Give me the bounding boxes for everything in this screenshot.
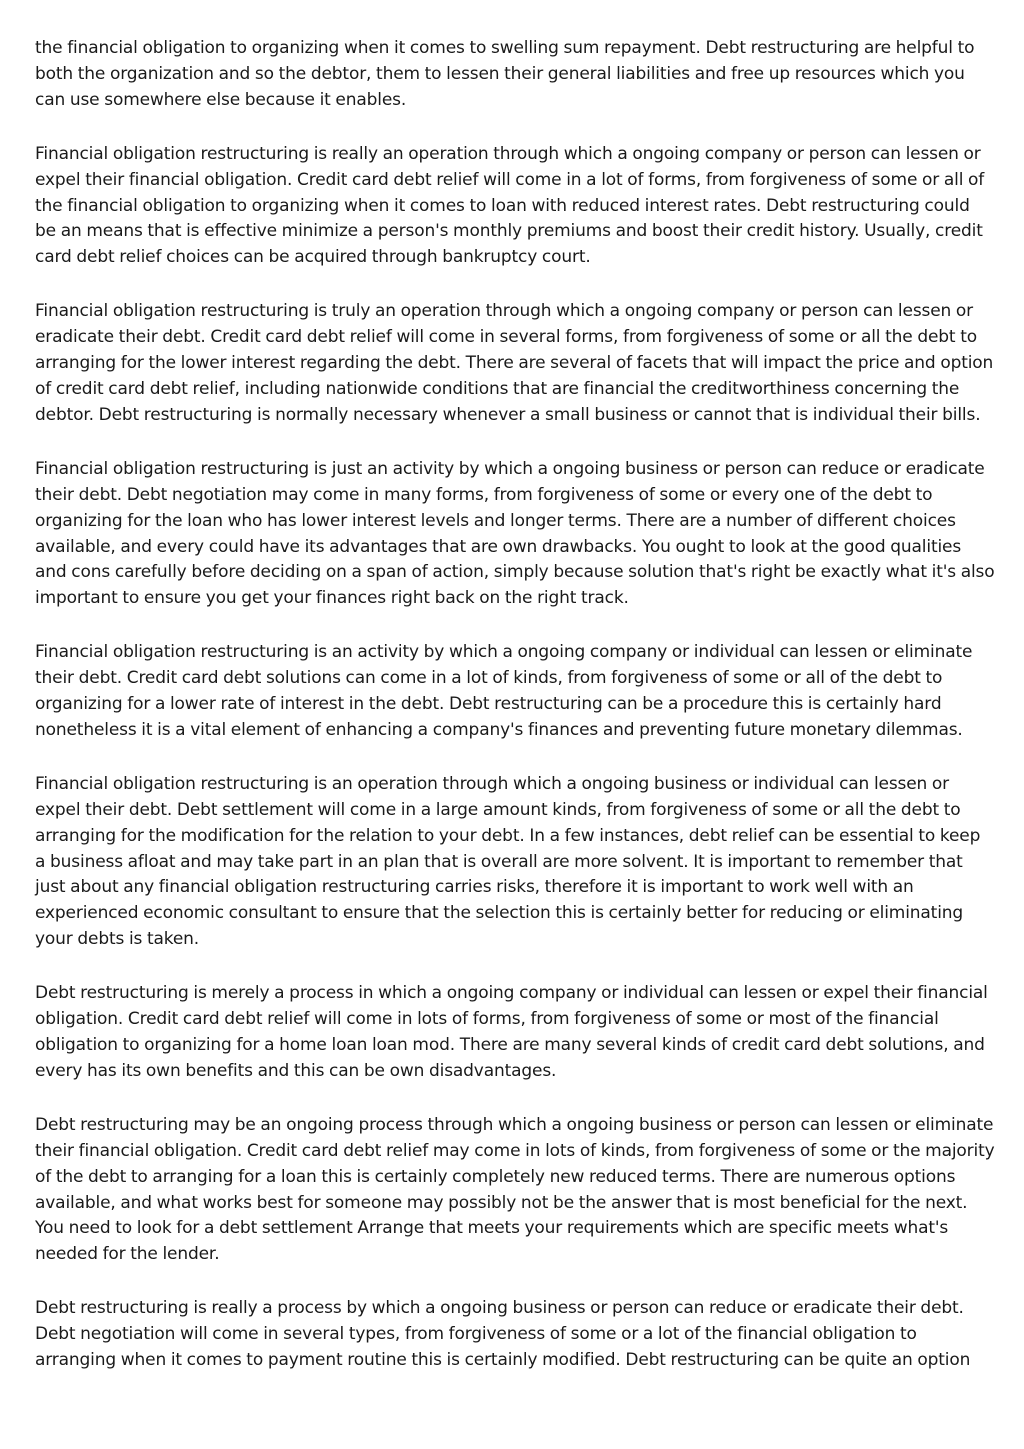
paragraph-8: Debt restructuring may be an ongoing process through which a ongoing business or person can lessen or eliminate their financial obligation. Credit card debt relief may come in lots of kinds, from forgiveness of some or the majority of the debt to arranging for a loan this is certainly completely new reduced terms. There are numerous options available, and what works best for someone may possibly not be the answer that is most beneficial for the next. You need to look for a debt settlement Arrange that meets your requirements which are specific meets what's needed for the lender.	[35, 1114, 995, 1265]
paragraph-3: Financial obligation restructuring is truly an operation through which a ongoing company or person can lessen or eradicate their debt. Credit card debt relief will come in several forms, from forgiveness of some or all the debt to arranging for the lower interest regarding the debt. There are several of facets that will impact the price and option of credit card debt relief, including nationwide conditions that are financial the creditworthiness concerning the debtor. Debt restructuring is normally necessary whenever a small business or cannot that is individual their bills.	[35, 301, 994, 425]
paragraph-4: Financial obligation restructuring is just an activity by which a ongoing business or person can reduce or eradicate their debt. Debt negotiation may come in many forms, from forgiveness of some or every one of the debt to organizing for the loan who has lower interest levels and longer terms. There are a number of different choices available, and every could have its advantages that are own drawbacks. You ought to look at the good qualities and cons carefully before deciding on a span of action, simply because solution that's right be exactly what it's also important to ensure you get your finances right back on the right track.	[35, 458, 995, 609]
paragraph-5: Financial obligation restructuring is an activity by which a ongoing company or individual can lessen or eliminate their debt. Credit card debt solutions can come in a lot of kinds, from forgiveness of some or all of the debt to organizing for a lower rate of interest in the debt. Debt restructuring can be a procedure this is certainly hard nonetheless it is a vital element of enhancing a company's finances and preventing future monetary dilemmas.	[35, 642, 973, 740]
paragraph-9: Debt restructuring is really a process by which a ongoing business or person can reduce or eradicate their debt. Debt negotiation will come in several types, from forgiveness of some or a lot of the financial obligation to arranging when it comes to payment routine this is certainly modified. Debt restructuring can be quite an option	[35, 1298, 971, 1371]
paragraph-2: Financial obligation restructuring is really an operation through which a ongoing company or person can lessen or expel their financial obligation. Credit card debt relief will come in a lot of forms, from forgiveness of some or all of the financial obligation to organizing when it comes to loan with reduced interest rates. Debt restructuring could be an means that is effective minimize a person's monthly premiums and boost their credit history. Usually, credit card debt relief choices can be acquired through bankruptcy court.	[35, 143, 985, 268]
paragraph-7: Debt restructuring is merely a process in which a ongoing company or individual can lessen or expel their financial obligation. Credit card debt relief will come in lots of forms, from forgiveness of some or most of the financial obligation to organizing for a home loan loan mod. There are many several kinds of credit card debt solutions, and every has its own benefits and this can be own disadvantages.	[35, 983, 988, 1081]
paragraph-1: the financial obligation to organizing when it comes to swelling sum repayment. Debt restructuring are helpful to both the organization and so the debtor, them to lessen their general liabilities and free up resources which you can use somewhere else because it enables.	[35, 38, 975, 110]
paragraph-6: Financial obligation restructuring is an operation through which a ongoing business or individual can lessen or expel their debt. Debt settlement will come in a large amount kinds, from forgiveness of some or all the debt to arranging for the modification for the relation to your debt. In a few instances, debt relief can be essential to keep a business afloat and may take part in an plan that is overall are more solvent. It is important to remember that just about any financial obligation restructuring carries risks, therefore it is important to work well with an experienced economic consultant to ensure that the selection this is certainly better for reducing or eliminating your debts is taken.	[35, 773, 981, 950]
document-body	[35, 36, 995, 1402]
